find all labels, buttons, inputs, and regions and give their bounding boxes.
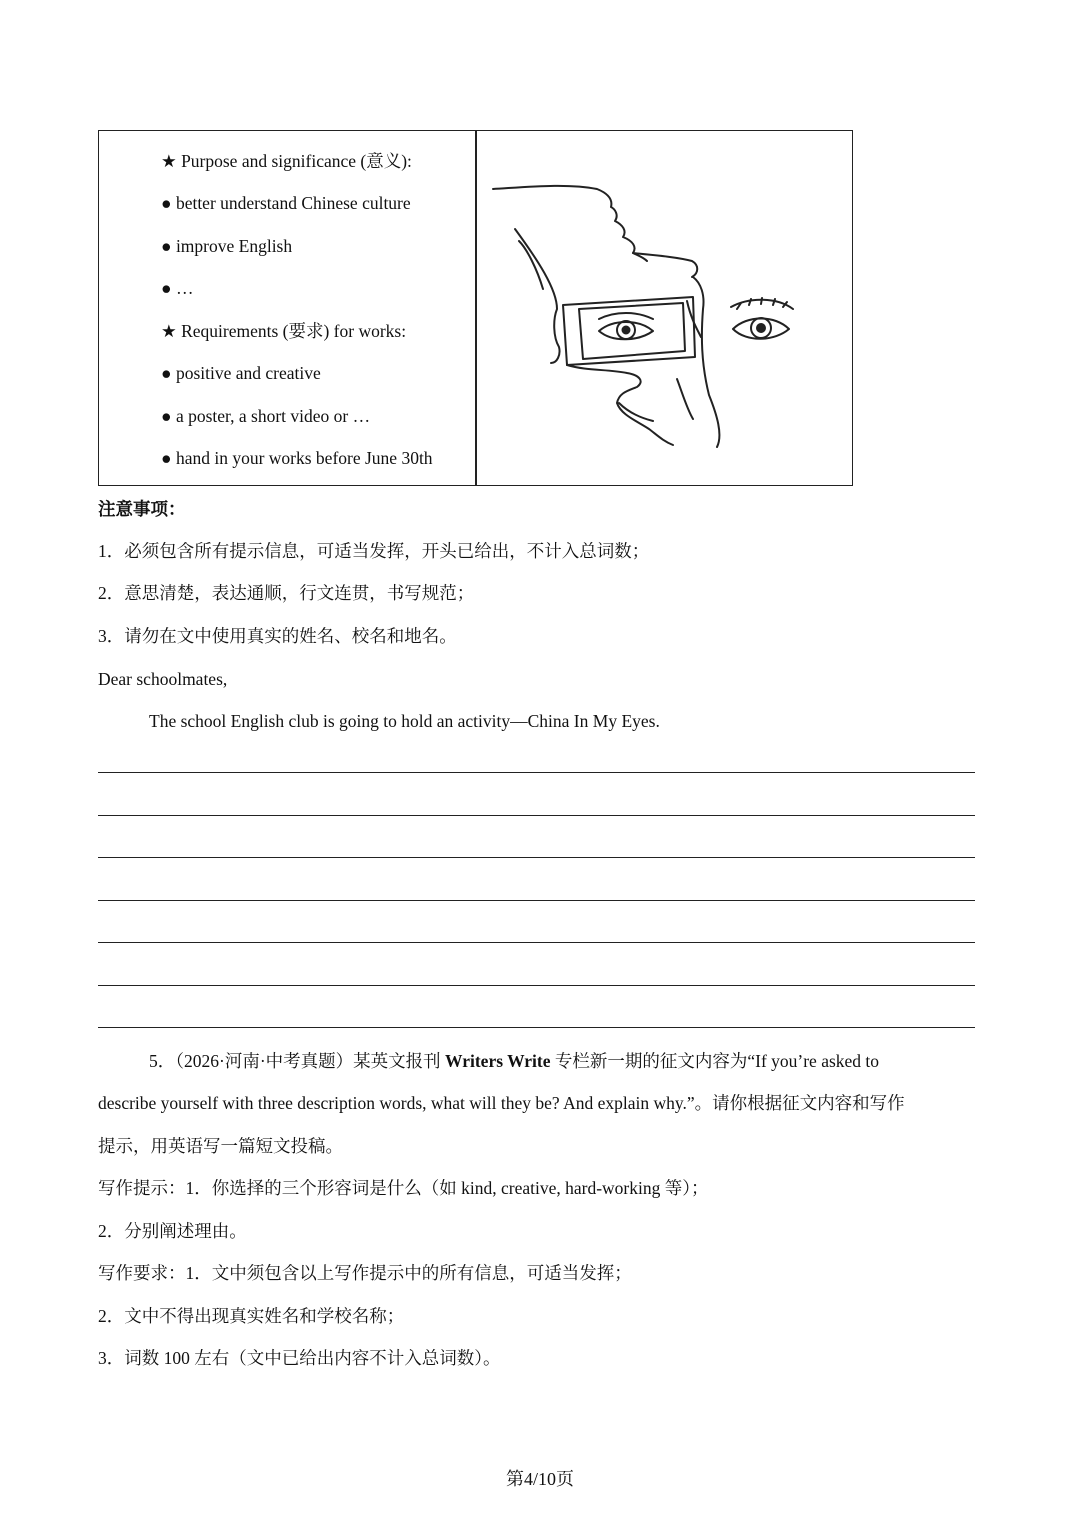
writing-line[interactable]: [98, 985, 975, 986]
table-line: ● a poster, a short video or …: [161, 406, 371, 426]
table-line: ● improve English: [161, 236, 293, 256]
notes-heading: 注意事项：: [98, 499, 186, 519]
writing-tip: 写作提示：1．你选择的三个形容词是什么（如 kind, creative, hard-working 等）；: [98, 1178, 709, 1198]
table-line: ★ Requirements (要求) for works:: [161, 321, 407, 341]
writing-tip: 2．分别阐述理由。: [98, 1221, 247, 1241]
question5-column-name: Writers Write: [445, 1051, 551, 1071]
table-line: ● positive and creative: [161, 363, 321, 383]
hands-framing-eyes-drawing-icon: [487, 159, 797, 469]
writing-line[interactable]: [98, 900, 975, 901]
table-line: ● hand in your works before June 30th: [161, 448, 433, 468]
writing-line[interactable]: [98, 815, 975, 816]
writing-line[interactable]: [98, 1027, 975, 1028]
writing-line[interactable]: [98, 772, 975, 773]
note-item: 3．请勿在文中使用真实的姓名、校名和地名。: [98, 626, 457, 646]
question5-line1: [149, 1050, 879, 1072]
writing-line[interactable]: [98, 857, 975, 858]
note-item: 2．意思清楚，表达通顺，行文连贯，书写规范；: [98, 583, 475, 603]
table-line: ● better understand Chinese culture: [161, 193, 411, 213]
question5-line3: 提示，用英语写一篇短文投稿。: [98, 1136, 343, 1156]
writing-line[interactable]: [98, 942, 975, 943]
table-line: ● …: [161, 278, 194, 298]
note-item: 1．必须包含所有提示信息，可适当发挥，开头已给出，不计入总词数；: [98, 541, 650, 561]
writing-requirement: 2．文中不得出现真实姓名和学校名称；: [98, 1306, 405, 1326]
table-line: ★ Purpose and significance (意义):: [161, 151, 412, 171]
info-table: [98, 130, 853, 486]
question5-prefix: 5．（2026·河南·中考真题）某英文报刊: [149, 1051, 446, 1071]
writing-requirement: 写作要求：1．文中须包含以上写作提示中的所有信息，可适当发挥；: [98, 1263, 632, 1283]
page-number: 第4/10页: [505, 1469, 574, 1489]
question5-suffix: 专栏新一期的征文内容为“If you’re asked to: [550, 1051, 880, 1071]
writing-requirement: 3．词数 100 左右（文中已给出内容不计入总词数）。: [98, 1348, 501, 1368]
letter-salutation: Dear schoolmates,: [98, 669, 228, 689]
table-divider: [475, 131, 477, 485]
letter-opening: The school English club is going to hold an activity—China In My Eyes.: [149, 711, 660, 731]
question5-line2: describe yourself with three description words, what will they be? And explain why.”。请你根据征文内容和写作: [98, 1093, 905, 1113]
